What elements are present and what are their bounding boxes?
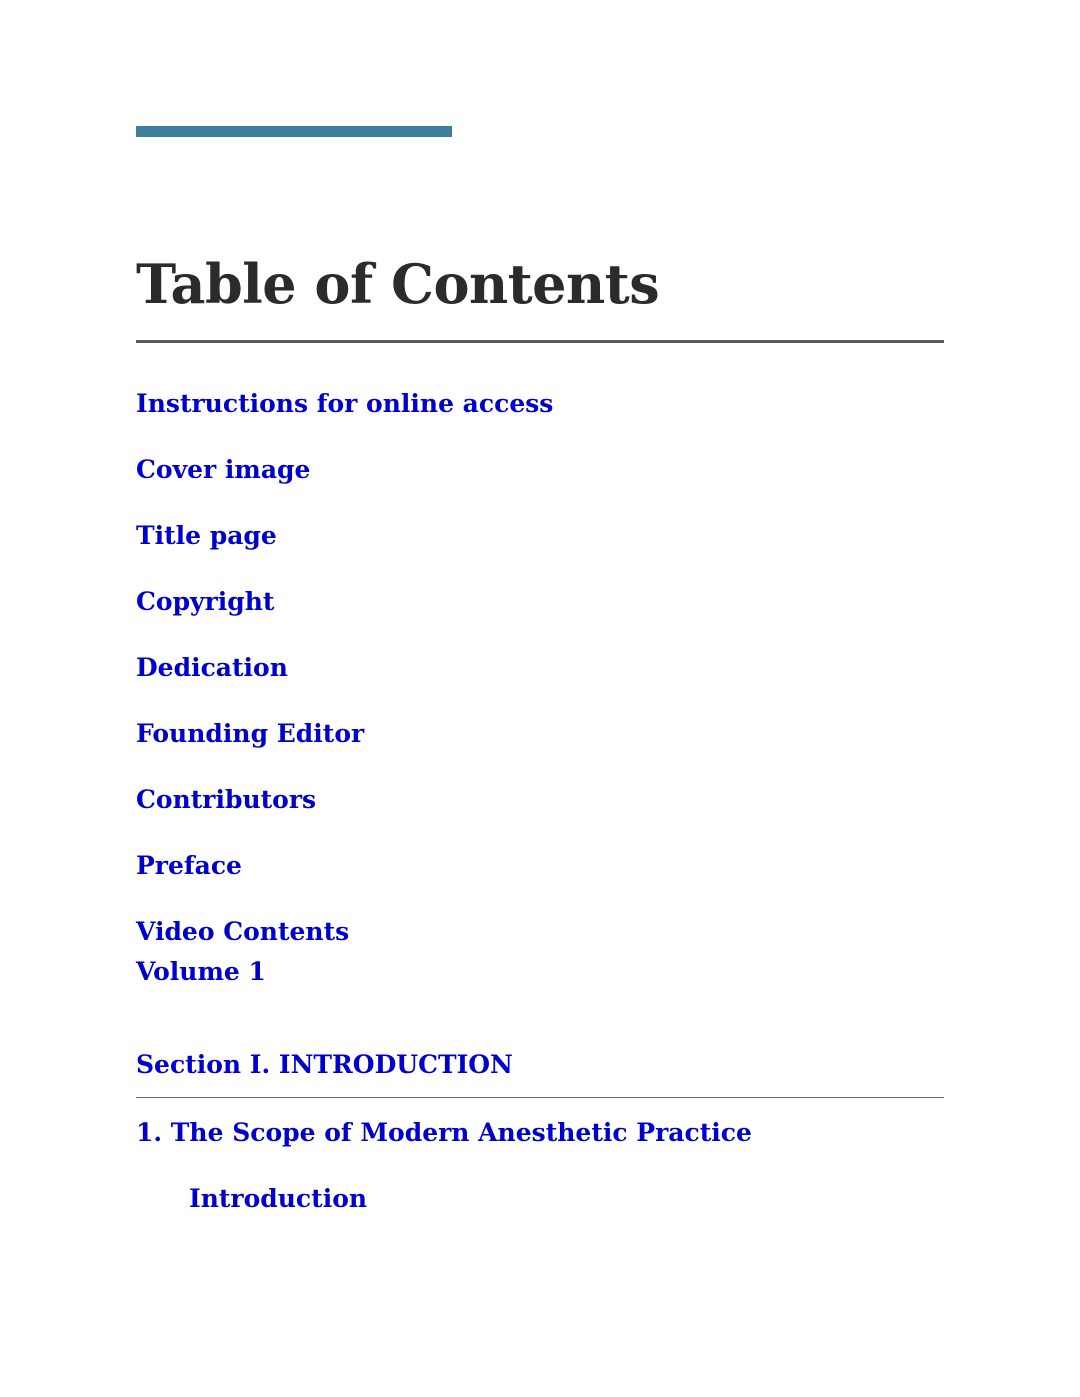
toc-link-founding-editor[interactable]: Founding Editor [136,719,365,748]
toc-link-preface[interactable]: Preface [136,851,242,880]
toc-link-contributors[interactable]: Contributors [136,785,317,814]
accent-bar [136,126,452,137]
toc-link-copyright[interactable]: Copyright [136,587,275,616]
toc-link-title-page[interactable]: Title page [136,521,277,550]
page-title: Table of Contents [136,252,660,316]
toc-link-instructions-online-access[interactable]: Instructions for online access [136,389,554,418]
toc-link-cover-image[interactable]: Cover image [136,455,311,484]
toc-link-dedication[interactable]: Dedication [136,653,288,682]
section-divider [136,1097,944,1098]
toc-subitem-introduction[interactable]: Introduction [189,1184,368,1213]
toc-link-volume-1[interactable]: Volume 1 [136,957,266,986]
toc-link-video-contents[interactable]: Video Contents [136,917,350,946]
title-divider [136,340,944,343]
toc-chapter-1-link[interactable]: 1. The Scope of Modern Anesthetic Practice [136,1118,752,1147]
toc-section-introduction[interactable]: Section I. INTRODUCTION [136,1050,513,1079]
